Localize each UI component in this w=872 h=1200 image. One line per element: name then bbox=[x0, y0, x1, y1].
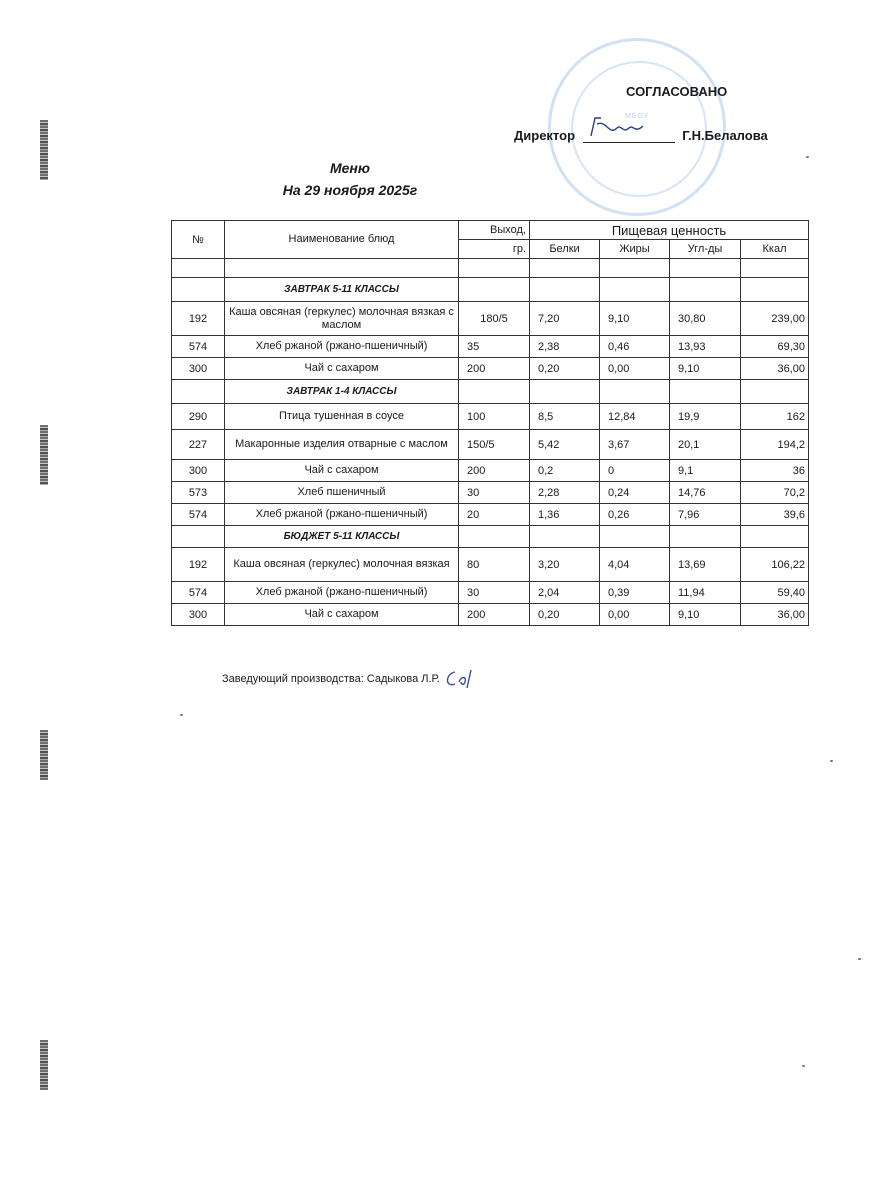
dish-protein: 0,20 bbox=[530, 604, 600, 626]
footer-manager bbox=[222, 668, 483, 690]
dish-fat: 0,24 bbox=[600, 482, 670, 504]
col-header-yield: Выход, bbox=[459, 221, 530, 240]
scan-artifact bbox=[40, 425, 48, 485]
director-name: Г.Н.Белалова bbox=[682, 128, 768, 143]
menu-title: Меню bbox=[329, 160, 370, 176]
dish-kcal: 59,40 bbox=[741, 582, 809, 604]
empty-cell bbox=[459, 259, 530, 278]
scan-speck bbox=[858, 958, 861, 960]
empty-cell bbox=[670, 526, 741, 548]
dish-num: 192 bbox=[172, 302, 225, 336]
director-signature-line bbox=[514, 128, 768, 143]
dish-yield: 200 bbox=[459, 604, 530, 626]
dish-num: 573 bbox=[172, 482, 225, 504]
dish-yield: 200 bbox=[459, 460, 530, 482]
dish-fat: 4,04 bbox=[600, 548, 670, 582]
manager-signature-icon bbox=[443, 668, 483, 690]
dish-name: Чай с сахаром bbox=[225, 358, 459, 380]
dish-carbs: 20,1 bbox=[670, 430, 741, 460]
dish-name: Чай с сахаром bbox=[225, 604, 459, 626]
dish-kcal: 239,00 bbox=[741, 302, 809, 336]
empty-cell bbox=[600, 259, 670, 278]
dish-num: 574 bbox=[172, 504, 225, 526]
section-title: БЮДЖЕТ 5-11 КЛАССЫ bbox=[225, 526, 459, 548]
col-header-protein: Белки bbox=[530, 240, 600, 259]
dish-yield: 100 bbox=[459, 404, 530, 430]
dish-protein: 1,36 bbox=[530, 504, 600, 526]
scan-speck bbox=[830, 760, 833, 762]
section-title: ЗАВТРАК 1-4 КЛАССЫ bbox=[225, 380, 459, 404]
dish-yield: 30 bbox=[459, 482, 530, 504]
empty-cell bbox=[459, 526, 530, 548]
dish-protein: 0,20 bbox=[530, 358, 600, 380]
dish-kcal: 39,6 bbox=[741, 504, 809, 526]
scan-speck bbox=[806, 156, 809, 158]
empty-cell bbox=[172, 380, 225, 404]
dish-protein: 0,2 bbox=[530, 460, 600, 482]
dish-protein: 2,38 bbox=[530, 336, 600, 358]
dish-kcal: 106,22 bbox=[741, 548, 809, 582]
dish-name: Хлеб ржаной (ржано-пшеничный) bbox=[225, 336, 459, 358]
dish-carbs: 11,94 bbox=[670, 582, 741, 604]
dish-fat: 9,10 bbox=[600, 302, 670, 336]
scan-speck bbox=[802, 1065, 805, 1067]
dish-fat: 12,84 bbox=[600, 404, 670, 430]
director-signature bbox=[583, 128, 675, 143]
dish-kcal: 70,2 bbox=[741, 482, 809, 504]
scan-artifact bbox=[40, 730, 48, 780]
dish-carbs: 13,93 bbox=[670, 336, 741, 358]
dish-carbs: 19,9 bbox=[670, 404, 741, 430]
dish-yield: 30 bbox=[459, 582, 530, 604]
empty-cell bbox=[172, 259, 225, 278]
table-row bbox=[172, 504, 809, 526]
table-row bbox=[172, 548, 809, 582]
empty-cell bbox=[459, 380, 530, 404]
dish-name: Птица тушенная в соусе bbox=[225, 404, 459, 430]
dish-protein: 3,20 bbox=[530, 548, 600, 582]
col-header-name: Наименование блюд bbox=[225, 221, 459, 259]
menu-date: На 29 ноября 2025г bbox=[282, 182, 418, 198]
dish-fat: 0,26 bbox=[600, 504, 670, 526]
table-row bbox=[172, 604, 809, 626]
dish-num: 574 bbox=[172, 582, 225, 604]
dish-yield: 180/5 bbox=[459, 302, 530, 336]
dish-name: Хлеб ржаной (ржано-пшеничный) bbox=[225, 582, 459, 604]
dish-carbs: 30,80 bbox=[670, 302, 741, 336]
empty-cell bbox=[670, 278, 741, 302]
dish-num: 300 bbox=[172, 604, 225, 626]
dish-kcal: 36 bbox=[741, 460, 809, 482]
dish-num: 290 bbox=[172, 404, 225, 430]
scan-artifact bbox=[40, 1040, 48, 1090]
approved-label: СОГЛАСОВАНО bbox=[626, 84, 728, 99]
table-row bbox=[172, 404, 809, 430]
director-label: Директор bbox=[514, 128, 576, 143]
col-header-kcal: Ккал bbox=[741, 240, 809, 259]
dish-fat: 0,00 bbox=[600, 604, 670, 626]
table-row bbox=[172, 460, 809, 482]
col-header-carbs: Угл-ды bbox=[670, 240, 741, 259]
menu-table bbox=[171, 220, 809, 626]
col-header-fat: Жиры bbox=[600, 240, 670, 259]
empty-cell bbox=[741, 259, 809, 278]
empty-cell bbox=[530, 526, 600, 548]
dish-kcal: 69,30 bbox=[741, 336, 809, 358]
empty-cell bbox=[530, 259, 600, 278]
footer-text: Заведующий производства: Садыкова Л.Р. bbox=[222, 672, 440, 685]
dish-num: 300 bbox=[172, 460, 225, 482]
dish-yield: 200 bbox=[459, 358, 530, 380]
dish-yield: 80 bbox=[459, 548, 530, 582]
dish-fat: 0 bbox=[600, 460, 670, 482]
col-header-yield-unit: гр. bbox=[459, 240, 530, 259]
table-row bbox=[172, 582, 809, 604]
dish-kcal: 194,2 bbox=[741, 430, 809, 460]
scan-speck bbox=[180, 714, 183, 716]
dish-protein: 5,42 bbox=[530, 430, 600, 460]
dish-carbs: 7,96 bbox=[670, 504, 741, 526]
scan-artifact bbox=[40, 120, 48, 180]
dish-fat: 3,67 bbox=[600, 430, 670, 460]
empty-cell bbox=[741, 526, 809, 548]
dish-kcal: 36,00 bbox=[741, 358, 809, 380]
dish-yield: 20 bbox=[459, 504, 530, 526]
dish-protein: 2,28 bbox=[530, 482, 600, 504]
dish-carbs: 9,1 bbox=[670, 460, 741, 482]
dish-fat: 0,46 bbox=[600, 336, 670, 358]
dish-yield: 150/5 bbox=[459, 430, 530, 460]
dish-num: 300 bbox=[172, 358, 225, 380]
dish-name: Каша овсяная (геркулес) молочная вязкая bbox=[225, 548, 459, 582]
empty-cell bbox=[741, 380, 809, 404]
empty-cell bbox=[600, 526, 670, 548]
empty-cell bbox=[600, 278, 670, 302]
dish-name: Хлеб ржаной (ржано-пшеничный) bbox=[225, 504, 459, 526]
dish-name: Макаронные изделия отварные с маслом bbox=[225, 430, 459, 460]
dish-fat: 0,39 bbox=[600, 582, 670, 604]
dish-num: 574 bbox=[172, 336, 225, 358]
dish-protein: 8,5 bbox=[530, 404, 600, 430]
empty-cell bbox=[172, 278, 225, 302]
dish-name: Чай с сахаром bbox=[225, 460, 459, 482]
dish-name: Хлеб пшеничный bbox=[225, 482, 459, 504]
dish-num: 192 bbox=[172, 548, 225, 582]
table-row bbox=[172, 302, 809, 336]
empty-cell bbox=[670, 380, 741, 404]
stamp-text: МБОУ bbox=[624, 113, 650, 120]
empty-cell bbox=[741, 278, 809, 302]
dish-name: Каша овсяная (геркулес) молочная вязкая с маслом bbox=[225, 302, 459, 336]
empty-cell bbox=[530, 380, 600, 404]
dish-protein: 2,04 bbox=[530, 582, 600, 604]
dish-fat: 0,00 bbox=[600, 358, 670, 380]
empty-cell bbox=[600, 380, 670, 404]
col-header-num: № bbox=[172, 221, 225, 259]
dish-carbs: 9,10 bbox=[670, 604, 741, 626]
table-row bbox=[172, 482, 809, 504]
empty-cell bbox=[670, 259, 741, 278]
col-header-nutrition: Пищевая ценность bbox=[530, 221, 809, 240]
dish-carbs: 13,69 bbox=[670, 548, 741, 582]
empty-cell bbox=[225, 259, 459, 278]
table-row bbox=[172, 336, 809, 358]
dish-num: 227 bbox=[172, 430, 225, 460]
table-row bbox=[172, 358, 809, 380]
signature-icon bbox=[587, 114, 657, 140]
dish-kcal: 36,00 bbox=[741, 604, 809, 626]
empty-cell bbox=[459, 278, 530, 302]
dish-carbs: 9,10 bbox=[670, 358, 741, 380]
dish-kcal: 162 bbox=[741, 404, 809, 430]
dish-protein: 7,20 bbox=[530, 302, 600, 336]
dish-carbs: 14,76 bbox=[670, 482, 741, 504]
dish-yield: 35 bbox=[459, 336, 530, 358]
table-row bbox=[172, 430, 809, 460]
section-title: ЗАВТРАК 5-11 КЛАССЫ bbox=[225, 278, 459, 302]
empty-cell bbox=[172, 526, 225, 548]
empty-cell bbox=[530, 278, 600, 302]
